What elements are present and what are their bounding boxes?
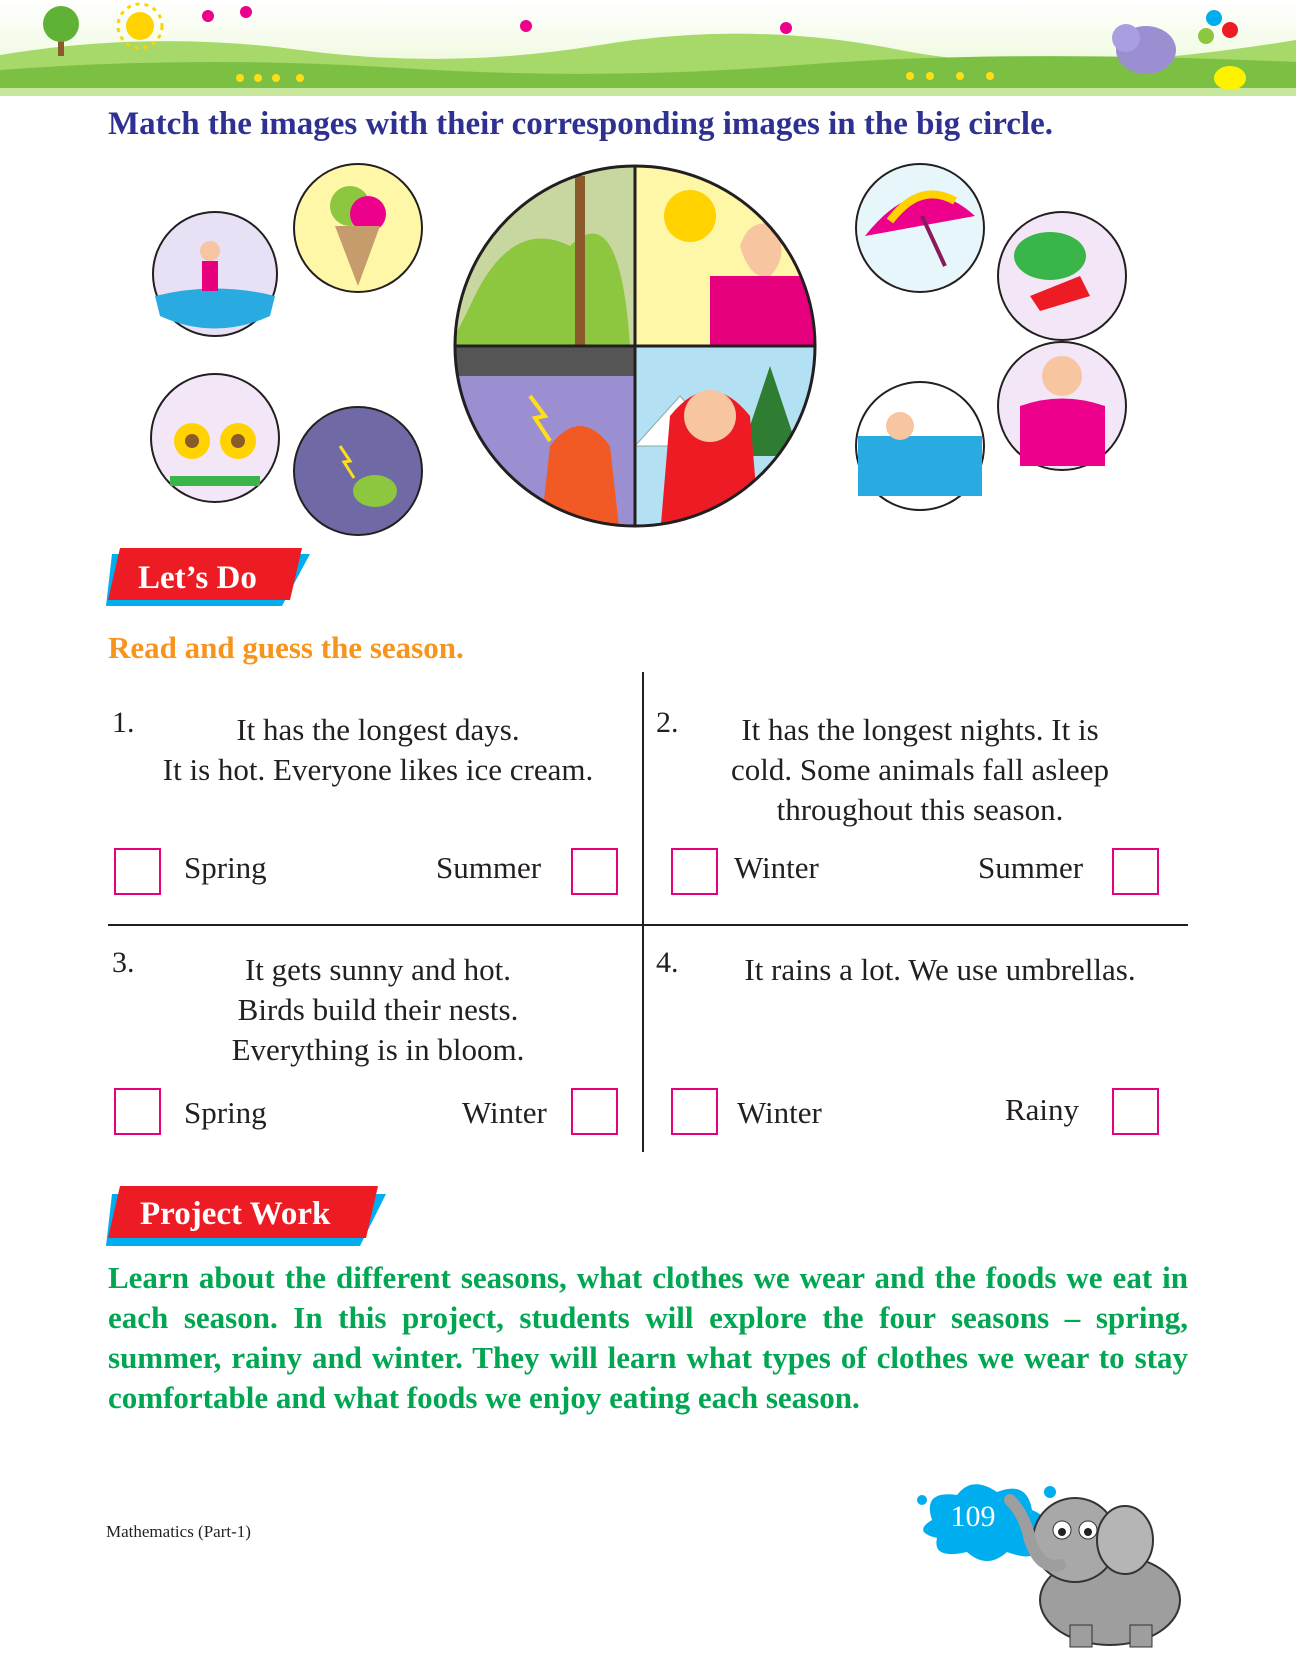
book-title: Mathematics (Part-1) (106, 1522, 251, 1541)
option-label: Winter (737, 1095, 822, 1130)
winter-checkbox[interactable] (671, 848, 718, 895)
grid-divider-horizontal (108, 924, 1188, 926)
question-number: 2. (656, 706, 679, 739)
question-line: It gets sunny and hot. (244, 952, 512, 987)
big-season-circle (450, 156, 820, 536)
question-number: 3. (112, 946, 135, 979)
question-text (680, 710, 1160, 830)
match-instruction: Match the images with their corresponding images in the big circle. (108, 106, 1053, 142)
umbrella-circle (856, 164, 984, 292)
rainy-checkbox[interactable] (1112, 1088, 1159, 1135)
spring-checkbox[interactable] (114, 1088, 161, 1135)
page-number: 109 (950, 1500, 996, 1533)
swimming-pool-circle (153, 212, 277, 336)
question-line: It has the longest days. (236, 712, 520, 747)
winter-checkbox[interactable] (571, 1088, 618, 1135)
swimming-boy-circle (856, 382, 984, 510)
grid-divider-vertical (642, 672, 644, 1152)
ice-cream-circle (294, 164, 422, 292)
lets-do-label: Let’s Do (138, 560, 257, 596)
question-text (118, 710, 638, 790)
header-banner (0, 0, 1296, 96)
flowers-butterflies-circle (151, 374, 279, 502)
elephant-mascot-icon (1000, 1480, 1200, 1650)
watermelon-circle (998, 212, 1126, 340)
question-line: Everything is in bloom. (231, 1032, 525, 1067)
project-work-text: Learn about the different seasons, what clothes we wear and the foods we eat in each season. In this project, students will explore the four seasons – spring, summer, rainy and winter. They will learn what types of clothes we wear to stay comfortable and what foods we enjoy eating each season. (108, 1260, 1188, 1415)
warm-drink-girl-circle (998, 342, 1126, 470)
option-label: Summer (436, 850, 542, 885)
rain-frog-circle (294, 407, 422, 535)
question-line: cold. Some animals fall asleep (731, 752, 1109, 787)
question-line: throughout this season. (776, 792, 1064, 827)
question-line: Birds build their nests. (237, 992, 519, 1027)
option-label: Rainy (1005, 1092, 1080, 1127)
rabbit-icon (1214, 66, 1246, 90)
question-text (700, 950, 1180, 990)
option-label: Winter (462, 1095, 547, 1130)
winter-checkbox[interactable] (671, 1088, 718, 1135)
option-label: Summer (978, 850, 1084, 885)
lets-do-instruction: Read and guess the season. (108, 630, 464, 665)
summer-checkbox[interactable] (571, 848, 618, 895)
question-line: It is hot. Everyone likes ice cream. (162, 752, 594, 787)
question-line: It has the longest nights. It is (741, 712, 1099, 747)
summer-checkbox[interactable] (1112, 848, 1159, 895)
project-work-label: Project Work (140, 1196, 331, 1232)
option-label: Spring (184, 1095, 267, 1130)
seasons-illustration (150, 156, 1150, 546)
spring-checkbox[interactable] (114, 848, 161, 895)
question-text (118, 950, 638, 1070)
question-number: 4. (656, 946, 679, 979)
option-label: Winter (734, 850, 819, 885)
question-line: It rains a lot. We use umbrellas. (744, 952, 1136, 987)
option-label: Spring (184, 850, 267, 885)
question-number: 1. (112, 706, 135, 739)
